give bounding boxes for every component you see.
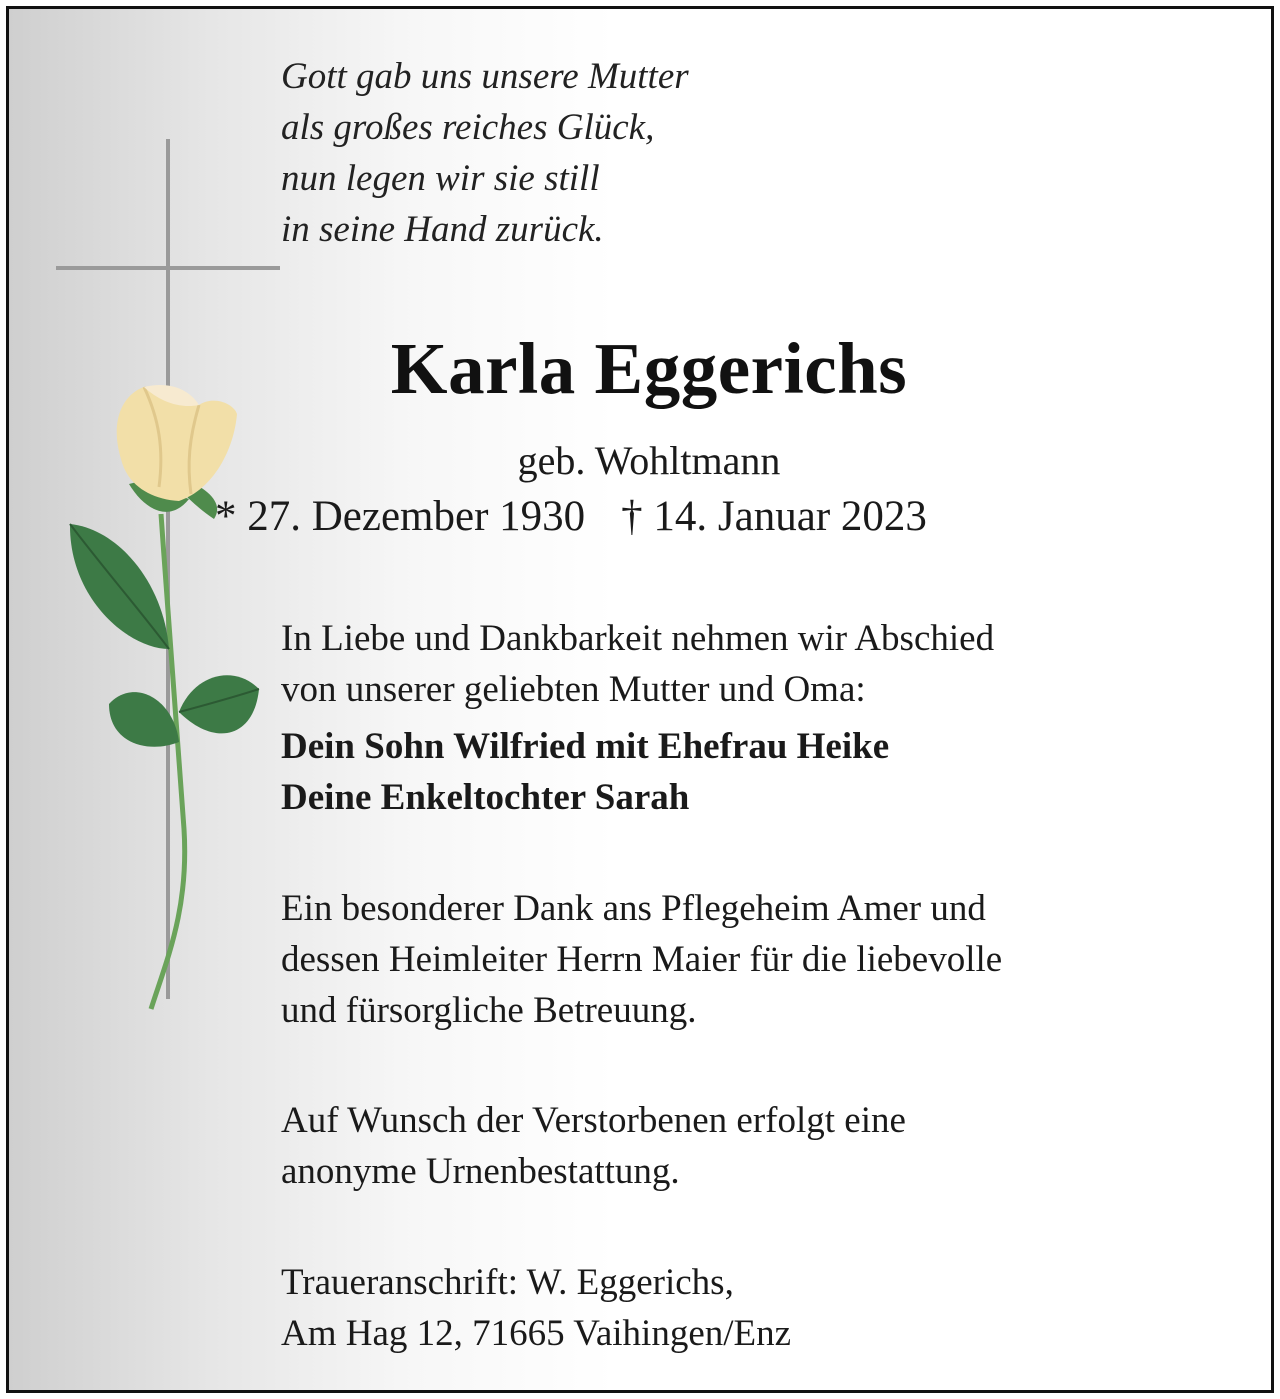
memorial-poem	[281, 51, 881, 255]
obituary-card	[6, 6, 1274, 1393]
death-date: † 14. Januar 2023	[621, 493, 927, 540]
text-line: dessen Heimleiter Herrn Maier für die liebevolle	[281, 939, 1003, 980]
poem-line: in seine Hand zurück.	[281, 209, 604, 250]
thanks-text	[281, 883, 1221, 1036]
poem-line: Gott gab uns unsere Mutter	[281, 56, 689, 97]
mourner-line: Deine Enkeltochter Sarah	[281, 777, 690, 818]
mourning-address	[281, 1257, 1221, 1359]
text-line: In Liebe und Dankbarkeit nehmen wir Abschied	[281, 618, 995, 659]
burial-note	[281, 1095, 1221, 1197]
text-line: und fürsorgliche Betreuung.	[281, 990, 697, 1031]
life-dates	[215, 491, 1115, 543]
address-line: Am Hag 12, 71665 Vaihingen/Enz	[281, 1313, 792, 1354]
poem-line: nun legen wir sie still	[281, 158, 600, 199]
mourner-line: Dein Sohn Wilfried mit Ehefrau Heike	[281, 726, 890, 767]
address-line: Traueranschrift: W. Eggerichs,	[281, 1262, 734, 1303]
text-line: Auf Wunsch der Verstorbenen erfolgt eine	[281, 1100, 906, 1141]
poem-line: als großes reiches Glück,	[281, 107, 655, 148]
mourners-list	[281, 721, 1221, 823]
birth-date: * 27. Dezember 1930	[215, 493, 586, 540]
text-line: anonyme Urnenbestattung.	[281, 1151, 680, 1192]
birth-name: geb. Wohltmann	[517, 438, 781, 483]
text-line: von unserer geliebten Mutter und Oma:	[281, 669, 866, 710]
farewell-text	[281, 613, 1221, 715]
text-line: Ein besonderer Dank ans Pflegeheim Amer und	[281, 888, 986, 929]
deceased-name: Karla Eggerichs	[390, 328, 908, 409]
